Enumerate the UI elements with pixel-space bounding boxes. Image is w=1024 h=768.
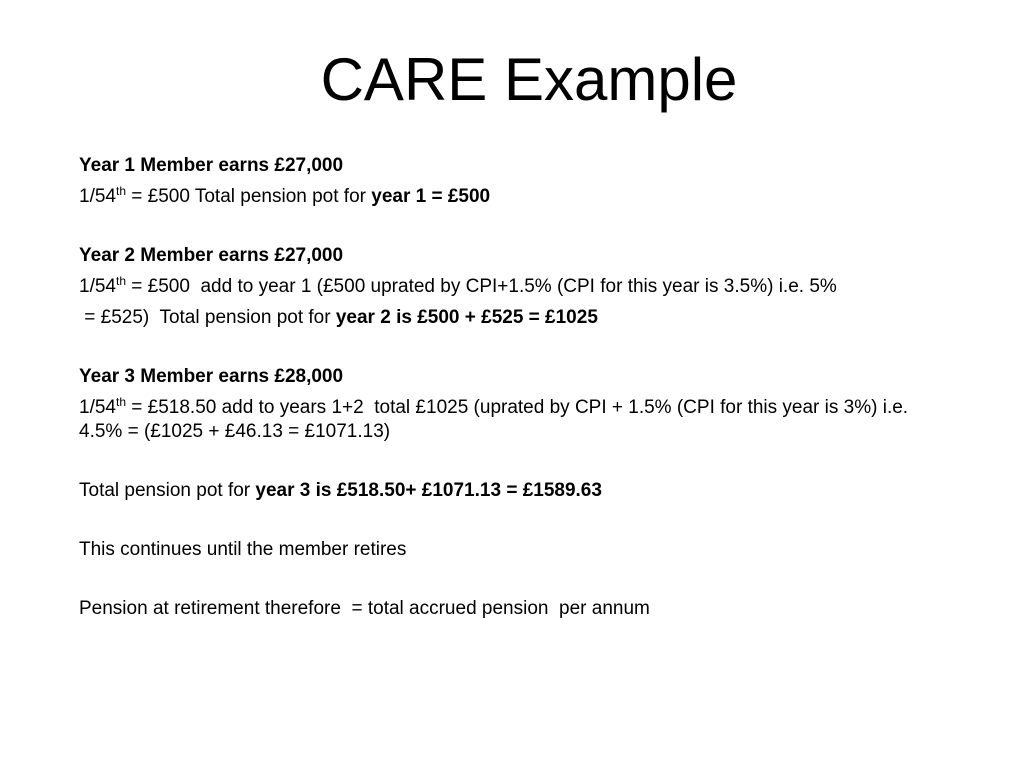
year1-heading <box>79 154 939 178</box>
year1-fraction: 1/54 <box>79 186 116 207</box>
year2-fraction: 1/54 <box>79 276 116 297</box>
year2-calculation <box>79 275 939 299</box>
year2-text: = £500 add to year 1 (£500 uprated by CPI+1.5% (CPI for this year is 3.5%) i.e. 5% <box>126 276 837 297</box>
year2-superscript: th <box>115 274 126 288</box>
year1-calculation <box>79 185 939 209</box>
year2-total-text: = £525) Total pension pot for <box>79 307 336 328</box>
year3-fraction: 1/54 <box>79 397 116 418</box>
slide-title: CARE Example <box>320 46 738 113</box>
year2-total-line <box>79 306 939 330</box>
continues-note: This continues until the member retires <box>79 539 407 560</box>
year3-superscript: th <box>115 395 126 409</box>
year1-heading-text: Year 1 Member earns £27,000 <box>79 155 344 176</box>
year1-total: year 1 = £500 <box>371 186 491 207</box>
year1-superscript: th <box>115 184 126 198</box>
year3-total-text: Total pension pot for <box>79 480 256 501</box>
year3-total: year 3 is £518.50+ £1071.13 = £1589.63 <box>255 480 602 501</box>
retirement-note: Pension at retirement therefore = total accrued pension per annum <box>79 598 650 619</box>
year3-heading-text: Year 3 Member earns £28,000 <box>79 366 344 387</box>
year3-text: = £518.50 add to years 1+2 total £1025 (uprated by CPI + 1.5% (CPI for this year is 3%) i.e. 4.5% = (£1025 + £46.13 = £1071.13) <box>79 397 914 442</box>
year2-total: year 2 is £500 + £525 = £1025 <box>335 307 598 328</box>
year2-heading-text: Year 2 Member earns £27,000 <box>79 245 344 266</box>
slide-content <box>79 154 939 621</box>
year2-heading <box>79 244 939 268</box>
year3-calculation <box>79 396 939 444</box>
year1-text: = £500 Total pension pot for <box>126 186 372 207</box>
year3-total-line <box>79 479 939 503</box>
year3-heading <box>79 365 939 389</box>
